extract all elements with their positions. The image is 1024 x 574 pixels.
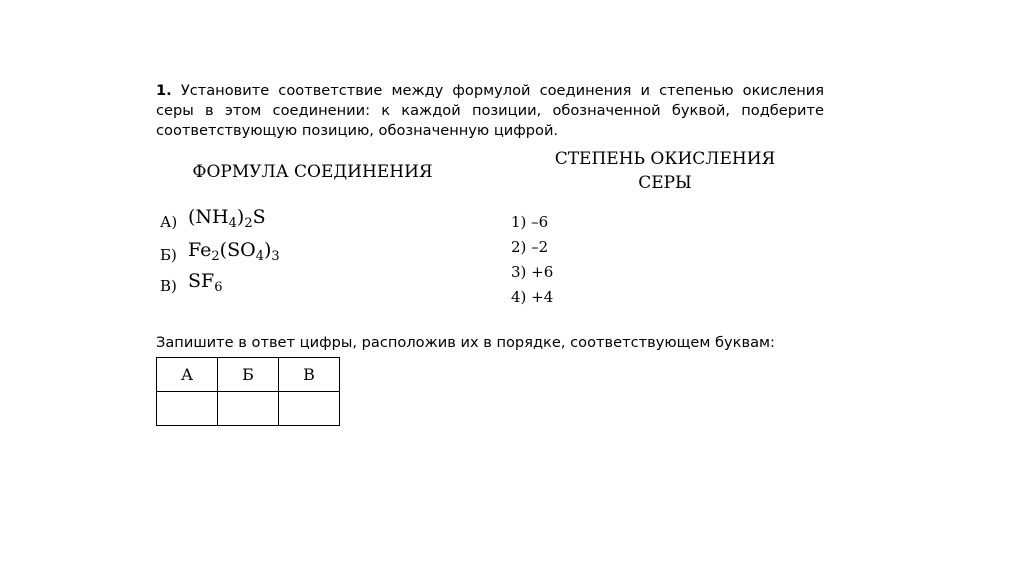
formula-letter-c: В) [160,277,177,295]
option-4: 4) +4 [511,288,554,306]
oxidation-header-line2: СЕРЫ [638,173,692,193]
option-1: 1) –6 [511,213,549,231]
answer-table [156,357,340,426]
formula-row-c [160,270,222,300]
formula-b: $Fe_2(SO_4)_3$ [188,239,280,264]
formula-letter-b: Б) [160,246,177,264]
answer-cell-a[interactable] [157,392,218,426]
formula-column-header: ФОРМУЛА СОЕДИНЕНИЯ [192,162,433,182]
task-statement [156,81,824,141]
answer-header-row [157,358,340,392]
formula-row-a [160,206,266,236]
oxidation-header-line1: СТЕПЕНЬ ОКИСЛЕНИЯ [554,149,776,169]
formula-letter-a: А) [160,213,178,231]
answer-header-a: А [157,358,218,392]
answer-input-row [157,392,340,426]
answer-header-c: В [279,358,340,392]
option-2: 2) –2 [511,238,549,256]
task-number: 1. [156,82,172,99]
answer-instruction: Запишите в ответ цифры, расположив их в порядке, соответствующем буквам: [156,334,775,351]
oxidation-column-header [520,147,810,195]
answer-cell-b[interactable] [218,392,279,426]
answer-header-b: Б [218,358,279,392]
formula-a: $(NH_4)_2S$ [188,206,266,231]
option-3: 3) +6 [511,263,554,281]
formula-c: $SF_6$ [188,270,223,295]
formula-row-b [160,239,280,269]
task-text: Установите соответствие между формулой соединения и степенью окисления серы в этом соединении: к каждой позиции, обозначенной буквой, подберите соответствующую позицию, обозначенную цифрой. [156,82,825,139]
answer-cell-c[interactable] [279,392,340,426]
